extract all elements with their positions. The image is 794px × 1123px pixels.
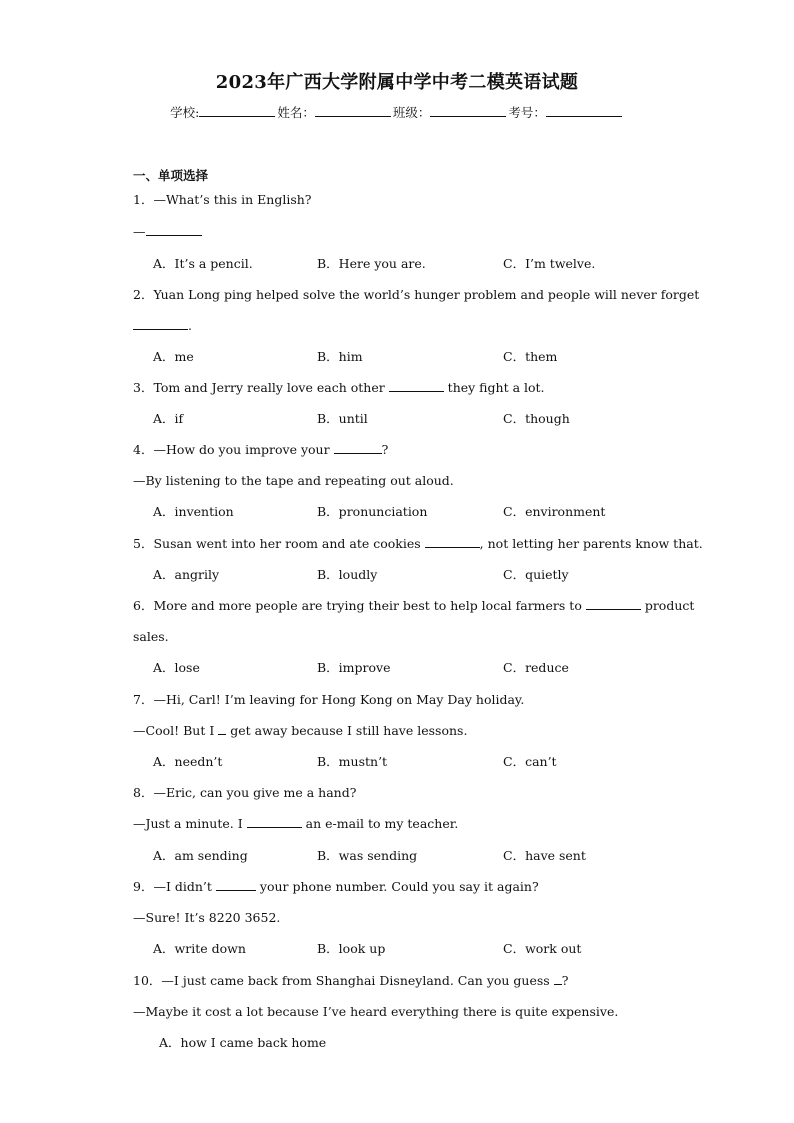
- stem-part-1: 6．More and more people are trying their best to help local farmers to: [133, 598, 582, 613]
- stem-part-2: product: [644, 598, 695, 613]
- question-2-stem: 2．Yuan Long ping helped solve the world’s hunger problem and people will never forget: [133, 287, 700, 302]
- q3-option-a[interactable]: A．if: [153, 411, 184, 426]
- answer-blank: [146, 224, 202, 236]
- question-3-stem: [133, 380, 545, 396]
- stem-part-1: 10．—I just came back from Shanghai Disneyland. Can you guess: [133, 973, 550, 988]
- question-10-reply: —Maybe it cost a lot because I’ve heard everything there is quite expensive.: [133, 1004, 619, 1019]
- q5-option-a[interactable]: A．angrily: [153, 567, 220, 582]
- dash: —: [133, 224, 146, 239]
- q2-option-a[interactable]: A．me: [153, 349, 194, 364]
- answer-blank: [586, 598, 641, 610]
- stem-part-2: get away because I still have lessons.: [230, 723, 468, 738]
- answer-blank: [334, 442, 382, 454]
- q8-option-a[interactable]: A．am sending: [153, 848, 248, 863]
- question-9-reply: —Sure! It’s 8220 3652.: [133, 910, 281, 925]
- stem-part-1: 4．—How do you improve your: [133, 442, 330, 457]
- class-label: 班级：: [392, 105, 431, 120]
- name-label: 姓名：: [277, 105, 315, 120]
- q1-option-c[interactable]: C．I’m twelve.: [503, 256, 596, 271]
- q9-option-a[interactable]: A．write down: [153, 941, 246, 956]
- question-4-reply: —By listening to the tape and repeating out aloud.: [133, 473, 454, 488]
- stem-part-2: they fight a lot.: [447, 380, 545, 395]
- q8-option-c[interactable]: C．have sent: [503, 848, 586, 863]
- q9-option-b[interactable]: B．look up: [317, 941, 386, 956]
- question-7-reply: [133, 723, 467, 739]
- q6-option-c[interactable]: C．reduce: [503, 660, 569, 675]
- exam-title: 2023年广西大学附属中学中考二模英语试题: [215, 72, 579, 93]
- q4-option-b[interactable]: B．pronunciation: [317, 504, 428, 519]
- q6-option-b[interactable]: B．improve: [317, 660, 391, 675]
- stem-part-1: 5．Susan went into her room and ate cookies: [133, 536, 421, 551]
- answer-blank: [133, 318, 188, 330]
- number-blank[interactable]: [546, 104, 622, 117]
- answer-blank: [216, 879, 256, 891]
- q4-option-c[interactable]: C．environment: [503, 504, 606, 519]
- stem-part-2: an e-mail to my teacher.: [305, 816, 459, 831]
- q1-option-b[interactable]: B．Here you are.: [317, 256, 426, 271]
- q7-option-a[interactable]: A．needn’t: [153, 754, 223, 769]
- q6-option-a[interactable]: A．lose: [153, 660, 200, 675]
- period: .: [188, 318, 192, 333]
- stem-part-2: ?: [561, 973, 569, 988]
- answer-blank: [554, 973, 562, 985]
- name-blank[interactable]: [315, 104, 391, 117]
- q10-option-a[interactable]: A．how I came back home: [159, 1035, 327, 1050]
- class-blank[interactable]: [430, 104, 506, 117]
- question-6-cont: sales.: [133, 629, 169, 644]
- q4-option-a[interactable]: A．invention: [153, 504, 234, 519]
- stem-part-1: —Just a minute. I: [133, 816, 243, 831]
- q9-option-c[interactable]: C．work out: [503, 941, 582, 956]
- answer-blank: [389, 380, 444, 392]
- question-10-stem: [133, 973, 568, 989]
- q2-option-b[interactable]: B．him: [317, 349, 363, 364]
- question-1-stem: 1．—What’s this in English?: [133, 192, 312, 207]
- stem-part-1: 9．—I didn’t: [133, 879, 212, 894]
- q2-option-c[interactable]: C．them: [503, 349, 558, 364]
- question-8-stem: 8．—Eric, can you give me a hand?: [133, 785, 357, 800]
- q8-option-b[interactable]: B．was sending: [317, 848, 418, 863]
- number-label: 考号：: [508, 105, 546, 120]
- question-1-answer-line: [133, 224, 202, 240]
- question-8-reply: [133, 816, 458, 832]
- stem-part-1: —Cool! But I: [133, 723, 215, 738]
- school-label: 学校:: [170, 105, 200, 120]
- q7-option-b[interactable]: B．mustn’t: [317, 754, 388, 769]
- q7-option-c[interactable]: C．can’t: [503, 754, 557, 769]
- answer-blank: [425, 536, 480, 548]
- stem-part-1: 3．Tom and Jerry really love each other: [133, 380, 385, 395]
- stem-part-2: , not letting her parents know that.: [479, 536, 703, 551]
- answer-blank: [218, 723, 226, 735]
- q3-option-c[interactable]: C．though: [503, 411, 570, 426]
- question-9-stem: [133, 879, 539, 895]
- question-7-stem: 7．—Hi, Carl! I’m leaving for Hong Kong on May Day holiday.: [133, 692, 525, 707]
- q5-option-c[interactable]: C．quietly: [503, 567, 569, 582]
- school-blank[interactable]: [199, 104, 275, 117]
- stem-part-2: your phone number. Could you say it again?: [259, 879, 539, 894]
- question-6-stem: [133, 598, 694, 614]
- section-heading: 一、单项选择: [133, 168, 209, 183]
- q1-option-a[interactable]: A．It’s a pencil.: [153, 256, 253, 271]
- question-4-stem: [133, 442, 388, 458]
- answer-blank: [247, 816, 302, 828]
- q3-option-b[interactable]: B．until: [317, 411, 368, 426]
- question-5-stem: [133, 536, 703, 552]
- stem-part-2: ?: [381, 442, 389, 457]
- question-2-cont: [133, 318, 192, 334]
- q5-option-b[interactable]: B．loudly: [317, 567, 378, 582]
- student-info-row: [0, 103, 794, 121]
